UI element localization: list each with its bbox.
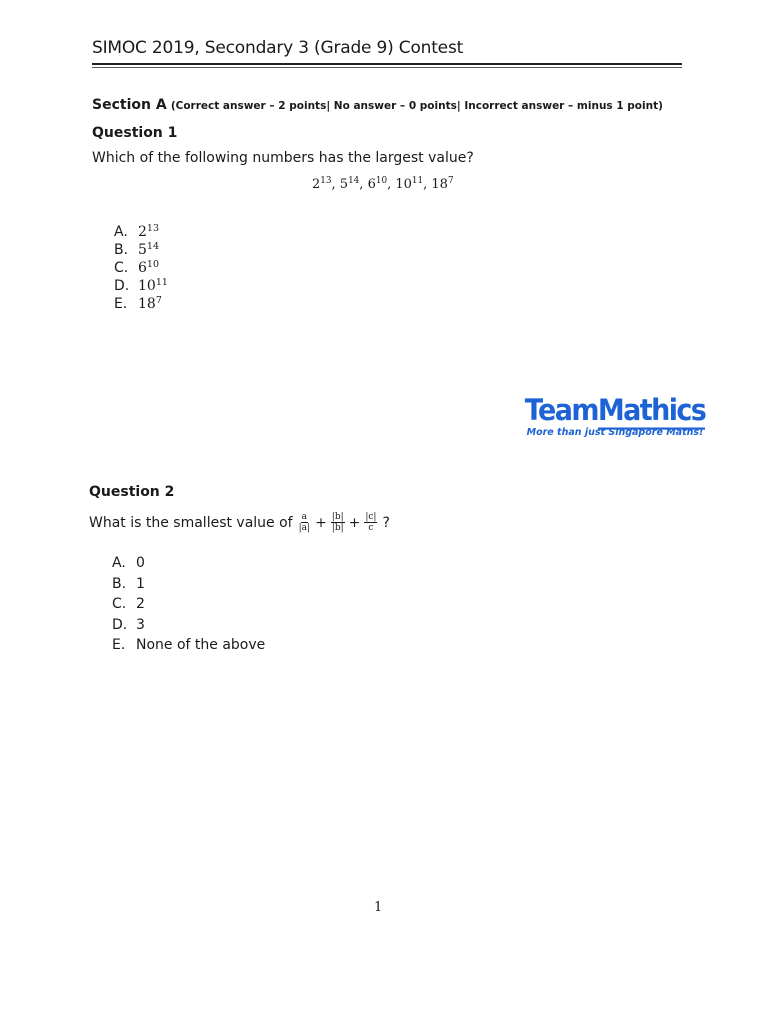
page-number: 1 bbox=[374, 900, 383, 915]
question-1-options bbox=[114, 223, 168, 313]
question-2-options bbox=[112, 553, 265, 656]
section-heading bbox=[92, 97, 663, 113]
question-2-prompt-text: What is the smallest value of bbox=[89, 514, 293, 531]
answer-option: E. None of the above bbox=[112, 637, 266, 653]
answer-option: B. 1 bbox=[112, 575, 145, 592]
teammathics-logo bbox=[517, 395, 713, 438]
plus-sign: + bbox=[348, 514, 361, 531]
answer-option: D. 3 bbox=[112, 616, 145, 633]
answer-option: A. 0 bbox=[112, 555, 145, 571]
section-scoring-note: (Correct answer – 2 points| No answer – 0 points| Incorrect answer – minus 1 point) bbox=[170, 100, 663, 112]
answer-option: A. $2^{13}$ bbox=[114, 222, 160, 240]
question-1-prompt: Which of the following numbers has the largest value? bbox=[92, 150, 474, 166]
logo-tagline: More than just Singapore Maths! bbox=[526, 427, 704, 438]
expr-term: $18^7$ bbox=[431, 176, 454, 192]
expr-term: $2^{13}$, bbox=[312, 176, 340, 192]
question-mark: ? bbox=[382, 514, 390, 531]
question-2-prompt bbox=[89, 512, 390, 533]
expr-term: $5^{14}$, bbox=[339, 176, 368, 192]
question-2-heading: Question 2 bbox=[89, 484, 175, 500]
plus-sign: + bbox=[315, 514, 327, 531]
question-1-heading: Question 1 bbox=[92, 125, 178, 141]
answer-option: C. $6^{10}$ bbox=[114, 258, 160, 276]
logo-wordmark: TeamMathics bbox=[517, 393, 713, 428]
answer-option: B. $5^{14}$ bbox=[114, 240, 160, 258]
answer-option: E. $18^7$ bbox=[114, 294, 162, 312]
header-rule-thin bbox=[92, 67, 682, 68]
question-1-expression bbox=[312, 177, 454, 192]
fraction: $\frac{|b|}{|b|}$ bbox=[331, 512, 344, 533]
expr-term: $10^{11}$, bbox=[395, 176, 432, 192]
answer-option: D. $10^{11}$ bbox=[114, 276, 168, 294]
fraction: $\frac{|c|}{c}$ bbox=[365, 512, 377, 533]
expr-term: $6^{10}$, bbox=[367, 176, 396, 192]
section-name: Section A bbox=[92, 97, 167, 113]
answer-option: C. 2 bbox=[112, 596, 145, 612]
fraction: $\frac{a}{|a|}$ bbox=[298, 512, 311, 533]
header-rule-thick bbox=[92, 63, 682, 65]
document-header-title: SIMOC 2019, Secondary 3 (Grade 9) Contest bbox=[92, 38, 464, 58]
